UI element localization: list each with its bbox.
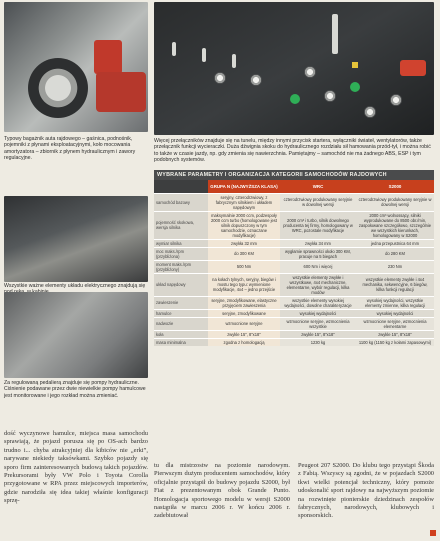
table-cell: wysokiej wydajności — [280, 309, 356, 317]
parameters-grid — [154, 180, 434, 346]
table-cell: jedna przepustnica 64 mm — [356, 239, 434, 247]
photo-boot — [4, 2, 148, 132]
green-indicator-image — [350, 82, 360, 92]
rotary-knob-image — [304, 66, 316, 78]
row-label-cell: nadwozie — [154, 317, 208, 330]
table-cell: seryjne, zmodyfikowane — [208, 309, 280, 317]
table-cell: do 280 KM — [356, 247, 434, 260]
red-container-image — [96, 72, 146, 112]
caption-pedals: Za regulowaną pedalierą znajduje się pompy hydrauliczne. Ciśnienie podawane przez dwie niewielkie pompy hamulcowe jest monitorowane i jego rozkład można zmieniać. — [4, 380, 146, 399]
row-label-cell: samochód bazowy — [154, 193, 208, 211]
table-cell: 1100 kg (1150 kg z kołami zapasowymi) — [356, 338, 434, 346]
table-cell: zgodna z homologacją — [208, 338, 280, 346]
article-column-2: tu dla mistrzostw na poziomie narodowym. Pierwszym dużym producentem samochodów, który oficjalnie przystąpił do budowy pojazdu S2000, był Fiat z prezentowanym obok Grande Punto. Homologacja sportowego modelu w wersji S2000 nastąpiła w marcu 2006 r. W końcu 2006 r. zadebiutował — [154, 462, 290, 520]
page-marker-icon — [430, 530, 436, 536]
table-header-row — [154, 180, 434, 193]
table-row — [154, 309, 434, 317]
article-column-3: Peugeot 207 S2000. Do klubu tego przystąpi Škoda z Fabią. Wszyscy są zgodni, że w pojazdach S2000 tkwi wielki potencjał techniczny, który pomoże udoskonalić sport rajdowy na najwyższym poziomie na rozwinięte pionierskie dziedzinach zespołów fabrycznych, narodowych, klubowych i sponsorskich. — [298, 462, 434, 520]
table-cell: na kołach tylnych, seryjny, biegów i mostu tego typu: wymienione modyfikacje, 4x4 – jedno przejście — [208, 273, 280, 296]
rotary-knob-image — [390, 94, 402, 106]
table-cell: czterodrzwiowy produkowany seryjnie w dowolnej wersji — [356, 193, 434, 211]
row-label-cell: hamulce — [154, 309, 208, 317]
rotary-knob-image — [214, 72, 226, 84]
red-bracket-image — [94, 40, 122, 74]
table-cell: wszystkie elementy zwykłe i wszystkowe, 4x4 mechaniczne, elementarne, wybór regulacji, kilka modów — [280, 273, 356, 296]
table-cell: wysokiej wydajności — [356, 309, 434, 317]
toggle-switch-image — [202, 48, 206, 62]
rotary-knob-image — [364, 106, 376, 118]
table-cell: wszystkie elementy zwykłe i 4x4 mechanika, sekwencyjne, 6 biegów, kilka funkcji regulacji — [356, 273, 434, 296]
table-cell: seryjne, zmodyfikowane, elastyczne przyjęciem zawieszenia — [208, 296, 280, 309]
row-label-cell: masa minimalna — [154, 338, 208, 346]
row-label-cell: zawieszenie — [154, 296, 208, 309]
header-cell: WRC — [280, 180, 356, 193]
photo-pedals — [4, 292, 148, 378]
article-column-1: dość wyczynowe hamulce, miejsca masa samochodu sprawiają, że pojazd porusza się po OS-ach bardzo trudno i... chyba atrakcyjniej dla kibiców nie „erki”, narywane niekiedy taksówkami. Szybko pojazdy się sporo firm zainteresowanych budową takich pojazdów. Prekursorami były VW Polo i Toyota Corolla przygotowane w RPA przez miejscowych importerów, gdzie narodziła się idea takiej właśnie konfiguracji sprzę- — [4, 430, 148, 505]
table-cell: 2000 cm³ wolnossący, silniki wyprodukowane do 8500 obr./min, zaspołowane szczegółowo, szczególnie we wszystkich kierunkach, homologowany w S2000 — [356, 211, 434, 239]
header-cell: GRUPA N (NAJWYŻSZA KLASA) — [208, 180, 280, 193]
table-cell: wzmocnione seryjne, wzmocnienia elementarne — [356, 317, 434, 330]
toggle-switch-image — [232, 54, 236, 68]
row-label-cell: wymiar silnika — [154, 239, 208, 247]
toggle-switch-image — [172, 42, 176, 56]
table-row — [154, 338, 434, 346]
table-title: WYBRANE PARAMETRY I ORGANIZACJA KATEGORII SAMOCHODÓW RAJDOWYCH — [154, 170, 434, 180]
table-cell: wzmocnione seryjne — [208, 317, 280, 330]
photo-tunnel-switches — [154, 2, 434, 135]
row-label-cell: pojemność skokowa, wersja silnika — [154, 211, 208, 239]
table-cell: wzmocnione seryjne, wzmocnienia wszystkie — [280, 317, 356, 330]
table-cell: zwykła 32 mm — [208, 239, 280, 247]
table-row — [154, 296, 434, 309]
table-row — [154, 239, 434, 247]
row-label-cell: moment maks./rpm (przybliżony) — [154, 260, 208, 273]
table-cell: wygłamie sprawności około 300 KM, pracuje na 5 biegach — [280, 247, 356, 260]
table-row — [154, 247, 434, 260]
table-cell: 500 Nm — [208, 260, 280, 273]
table-cell: czterodrzwiowy produkowany seryjnie w dowolnej wersji — [280, 193, 356, 211]
table-cell: wszystkie elementy wysokiej wydajności, dowolne charakteryzacje — [280, 296, 356, 309]
table-cell: seryjny, czterodrzwiowy, z fabrycznym silnikiem i układem napędowym — [208, 193, 280, 211]
header-cell — [154, 180, 208, 193]
caption-boot: Typowy bagażnik auta rajdowego – gaśnica, podnośnik, pojemniki z płynami eksploatacyjnymi, koło mocowania amortyzatora – zbiornik z płynem hydraulicznym i zawory regulacyjne. — [4, 136, 136, 161]
yellow-indicator-image — [352, 62, 358, 68]
table-cell: zwykle 15", 8"x18" — [208, 330, 280, 338]
row-label-cell: koła — [154, 330, 208, 338]
table-row — [154, 260, 434, 273]
table-cell: 230 Nm — [356, 260, 434, 273]
row-label-cell: układ napędowy — [154, 273, 208, 296]
table-cell: zwykle 15", 8"x18" — [356, 330, 434, 338]
rotary-knob-image — [250, 74, 262, 86]
table-row — [154, 273, 434, 296]
row-label-cell: moc maks./rpm (przybliżona) — [154, 247, 208, 260]
parameters-table — [154, 170, 434, 346]
caption-cockpit: Wszystkie ważne elementy układu elektrycznego znajdują się — [4, 283, 146, 289]
green-indicator-image — [290, 94, 300, 104]
spare-wheel-image — [28, 58, 88, 118]
caption-tunnel: Więcej przełączników znajduje się na tunelu, między innymi przycisk startera, wyłączniki świateł, wentylatorów, także przełącznik funkcji wycieraczki. Duża dźwignia skoku do hydraulicznego rozdziału sił hamowania przód-tył, i można robić to także w czasie jazdy, np. gdy zmienia się nawierzchnia. Pamiętajmy – samochód nie ma żadnego ABS, ESP i tym podobnych systemów. — [154, 138, 431, 163]
red-lever-image — [400, 60, 426, 76]
table-cell: 2000 cm³ i turbo, silnik dowolnego producenta tej firmy, homologowany w WRC, pozostale modyfikacje — [280, 211, 356, 239]
table-cell: zwykła 34 mm — [280, 239, 356, 247]
table-cell: zwykle 15", 8"x18" — [280, 330, 356, 338]
table-cell: 600 Nm i więcej — [280, 260, 356, 273]
photo-cockpit — [4, 196, 148, 282]
table-cell: maksymalnie 2000 ccm, podzespoły 2000 ccm turbo (homologowane jest silnik dopuszczony w tym samochodzie, oznaczane modyfikacje) — [208, 211, 280, 239]
table-row — [154, 330, 434, 338]
table-cell: 1230 kg — [280, 338, 356, 346]
table-cell: do 300 KM — [208, 247, 280, 260]
header-cell: S2000 — [356, 180, 434, 193]
table-row — [154, 211, 434, 239]
table-cell: wysokiej wydajności, wszystkie elementy zmienne, kilka regulacji — [356, 296, 434, 309]
table-row — [154, 193, 434, 211]
rotary-knob-image — [324, 90, 336, 102]
brake-lever-image — [332, 14, 338, 54]
table-row — [154, 317, 434, 330]
